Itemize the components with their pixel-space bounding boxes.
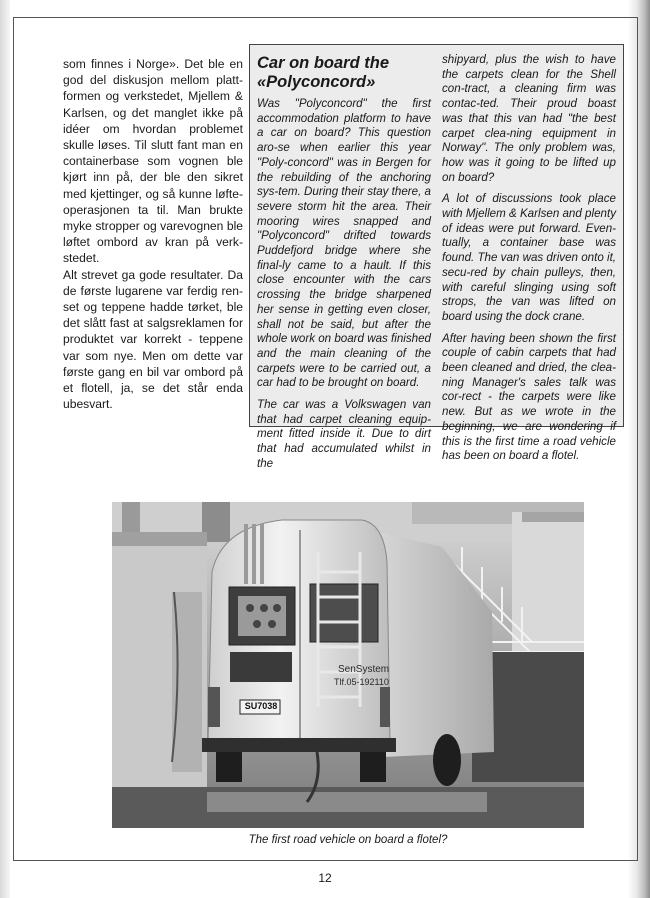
english-column-middle [257,54,431,479]
van-company-text: SenSystem [338,664,390,675]
page-number: 12 [318,871,332,885]
van-photo [112,502,584,828]
van-phone-text: Tlf.05-192110 [334,677,389,687]
english-column-right [442,53,616,471]
page-binding-shadow [0,0,10,898]
article-title-line: «Polyconcord» [257,72,376,91]
photo-caption: The first road vehicle on board a flotel? [248,834,448,846]
article-title [257,54,431,91]
article-paragraph: Was "Polyconcord" the first accommodation platform to have a car on board? This question aro-se when earlier this year "Poly-concord" was in Bergen for the rebuilding of the anchoring sys-tem. During their stay there, a severe storm hit the area. Their mooring wires snapped and "Polyconcord" drifted towards Puddefjord bridge where she final-ly came to a hault. If this close encounter with the cars crossing the bridge sharpened her sense in getting even closer, shall not be said, but after the whole work on board was finished and the main cleaning of the carpets were to be carried out, a car had to be brought on board. [257,97,432,390]
norwegian-paragraph: som finnes i Norge». Det ble en god del diskusjon mellom platt-formen og verkstedet, Mjellem & Karlsen, og det manglet ikke på idéer om hvordan problemet skulle løses. Til slutt fant man en containerbase som vognen ble kjørt inn på, der ble den sikret med kjettinger, og så kunne løfte-operasjonen ta til. Man brukte myke stropper og varevognen ble løftet ombord av kran på verk-stedet. [63,57,243,266]
norwegian-paragraph: Alt strevet ga gode resultater. Da de første lugarene var ferdig ren-set og teppene hadde tørket, ble det slått fast at salgsreklamen for produktet var korrekt - teppene var som nye. Men om dette var første gang en bil var ombord på et flotell, ja, se det står enda ubesvart. [63,267,243,412]
article-paragraph: shipyard, plus the wish to have the carpets clean for the Shell con-tract, a cleaning firm was contac-ted. Their proud boast was that this van had "the best carpet clea-ning equipment in Norway". The only problem was, how was it going to be lifted up on board? [442,53,616,184]
license-plate: SU7038 [244,701,278,711]
article-paragraph: After having been shown the first couple of cabin carpets that had been cleaned and dried, the clea-ning Manager's sales talk was cor-rect - the carpets were like new. But as we wrote in the beginning, we are wondering if this is the first time a road vehicle has been on board a flotel. [442,331,616,463]
norwegian-column [63,56,243,412]
article-title-line: Car on board the [257,54,390,72]
article-paragraph: A lot of discussions took place with Mjellem & Karlsen and plenty of ideas were put forward. Even-tually, a container base was found. The van was driven onto it, secu-red by chain pulleys, then, with careful slinging using soft strops, the van was lifted on board using the dock crane. [442,192,617,323]
article-paragraph: The car was a Volkswagen van that had carpet cleaning equip-ment fitted inside it. Due to dirt that had accumulated whilst in the [257,398,431,470]
